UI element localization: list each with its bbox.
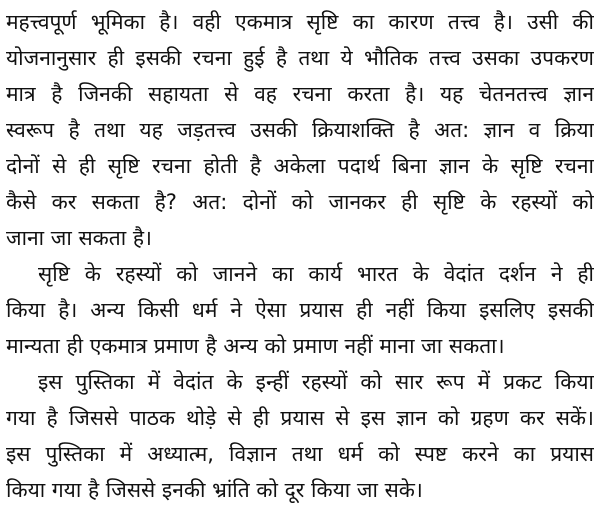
text-line: किया है। अन्य किसी धर्म ने ऐसा प्रयास ही नहीं किया इसलिए इसकी	[6, 298, 594, 322]
paragraph-3	[6, 364, 594, 508]
text-line: जाना जा सकता है।	[6, 226, 153, 250]
text-line: मान्यता ही एकमात्र प्रमाण है अन्य को प्रमाण नहीं माना जा सकता।	[6, 334, 505, 358]
text-line: कैसे कर सकता है? अत: दोनों को जानकर ही सृष्टि के रहस्यों को	[6, 190, 594, 214]
text-line: दोनों से ही सृष्टि रचना होती है अकेला पदार्थ बिना ज्ञान के सृष्टि रचना	[6, 154, 594, 178]
paragraph-2	[6, 256, 594, 364]
text-line: स्वरूप है तथा यह जड़तत्त्व उसकी क्रियाशक्ति है अत: ज्ञान व क्रिया	[6, 118, 594, 142]
text-line: महत्त्वपूर्ण भूमिका है। वही एकमात्र सृष्टि का कारण तत्त्व है। उसी की	[6, 10, 594, 34]
text-line: सृष्टि के रहस्यों को जानने का कार्य भारत के वेदांत दर्शन ने ही	[38, 262, 594, 286]
text-line: योजनानुसार ही इसकी रचना हुई है तथा ये भौतिक तत्त्व उसका उपकरण	[6, 46, 594, 70]
text-line: किया गया है जिससे इनकी भ्रांति को दूर किया जा सके।	[6, 478, 423, 502]
paragraph-1	[6, 4, 594, 256]
text-line: इस पुस्तिका में अध्यात्म, विज्ञान तथा धर्म को स्पष्ट करने का प्रयास	[6, 442, 594, 466]
text-line: गया है जिससे पाठक थोड़े से ही प्रयास से इस ज्ञान को ग्रहण कर सकें।	[6, 406, 594, 430]
text-line: मात्र है जिनकी सहायता से वह रचना करता है। यह चेतनतत्त्व ज्ञान	[6, 82, 594, 106]
text-line: इस पुस्तिका में वेदांत के इन्हीं रहस्यों को सार रूप में प्रकट किया	[38, 370, 594, 394]
